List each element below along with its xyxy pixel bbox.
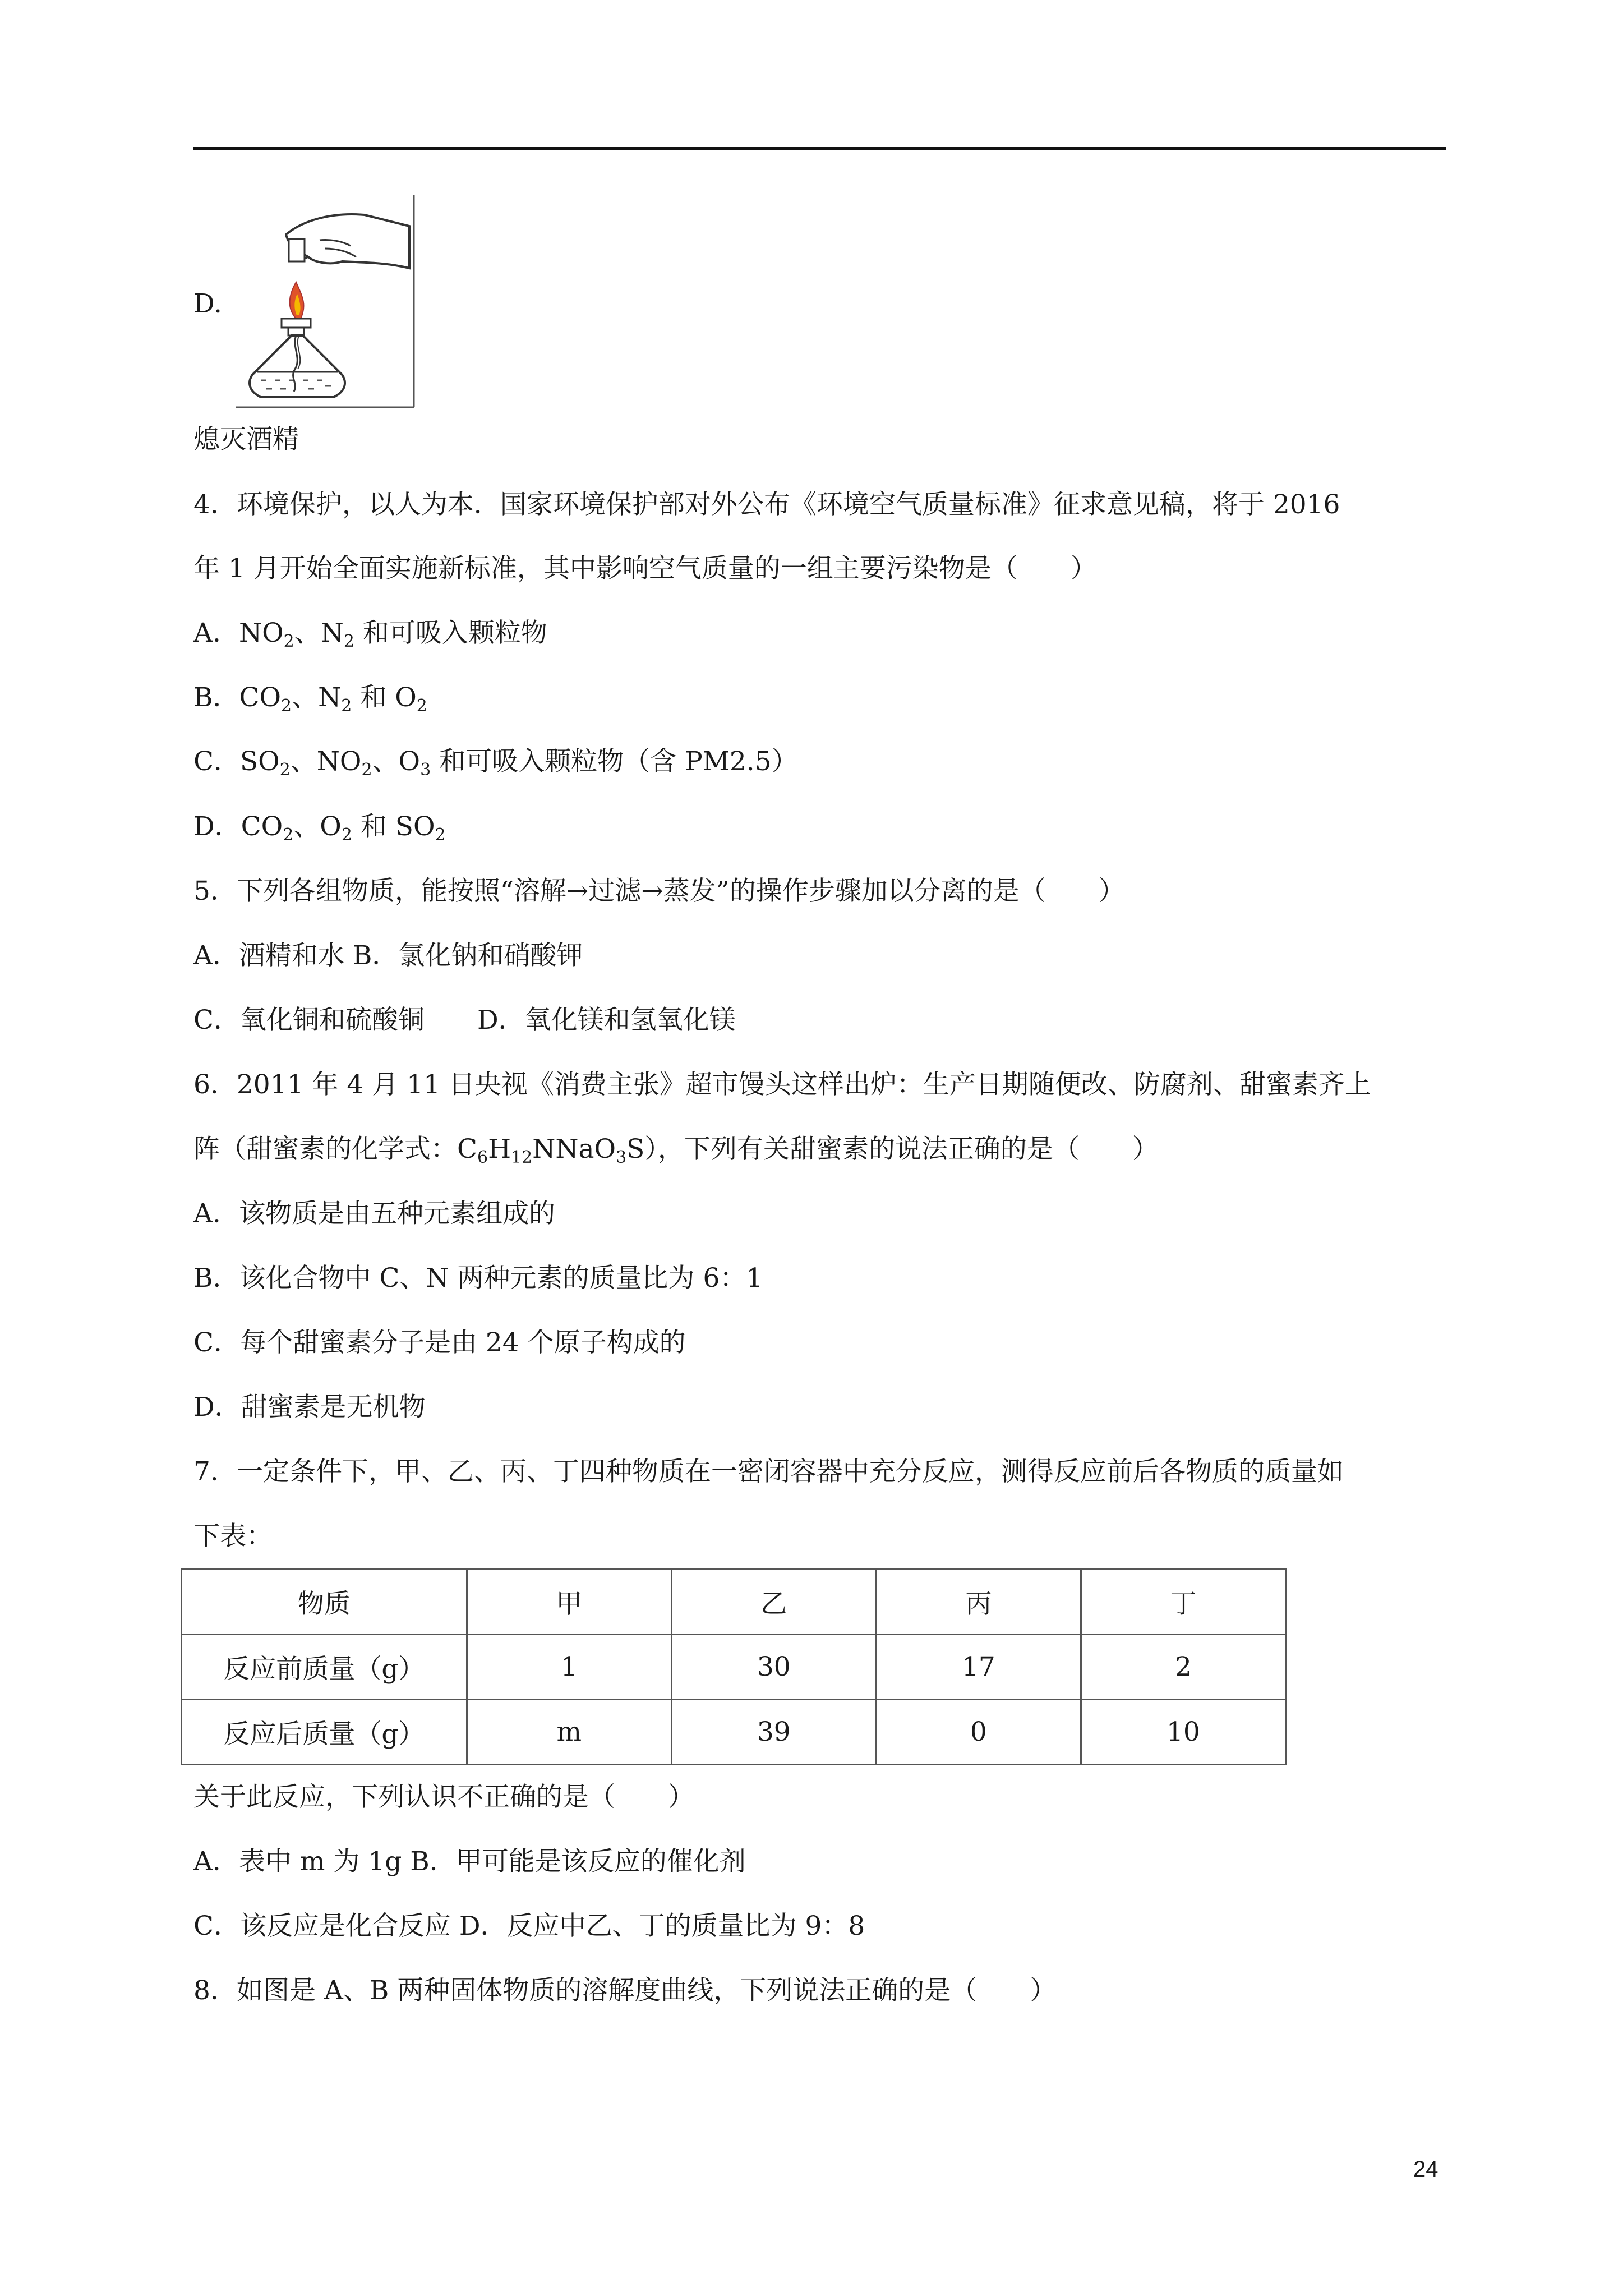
q6-option-a: A．该物质是由五种元素组成的 [193,1198,555,1229]
table-cell: 甲 [467,1570,671,1635]
q4-option-d: D．$CO_2$、$O_2$ 和 $SO_2$ [193,811,446,845]
q6-option-b: B．该化合物中 C、N 两种元素的质量比为 6：1 [193,1263,763,1294]
table-row [182,1700,1286,1765]
q5-stem: 5．下列各组物质，能按照“溶解→过滤→蒸发”的操作步骤加以分离的是（ ） [193,876,1125,907]
table-cell: 丙 [876,1570,1081,1635]
alcohol-lamp-image [236,195,415,408]
table-cell: 0 [876,1700,1081,1765]
q4-stem-line2: 年 1 月开始全面实施新标准，其中影响空气质量的一组主要污染物是（ ） [193,553,1097,584]
q3-option-d-label: D. [193,288,222,319]
header-rule [193,147,1446,150]
table-cell: 乙 [671,1570,876,1635]
q6-stem-line1: 6．2011 年 4 月 11 日央视《消费主张》超市馒头这样出炉：生产日期随便改、防腐剂、甜蜜素齐上 [193,1069,1371,1100]
table-cell: 物质 [182,1570,467,1635]
q4-option-c: C．$SO_2$、$NO_2$、$O_3$ 和可吸入颗粒物（含 PM2.5） [193,746,798,780]
q5-options-line2: C．氧化铜和硫酸铜 D．氧化镁和氢氧化镁 [193,1005,736,1036]
q3-option-d-caption: 熄灭酒精 [193,424,299,455]
q7-mass-table [181,1568,1287,1765]
q4-option-b: B．$CO_2$、$N_2$ 和 $O_2$ [193,682,427,716]
table-cell: m [467,1700,671,1765]
table-row [182,1635,1286,1700]
q7-options-line1: A．表中 m 为 1g B．甲可能是该反应的催化剂 [193,1846,746,1877]
table-cell: 丁 [1081,1570,1285,1635]
table-cell: 反应后质量（g） [182,1700,467,1765]
table-cell: 30 [671,1635,876,1700]
page-number: 24 [1413,2157,1438,2182]
table-cell: 反应前质量（g） [182,1635,467,1700]
q5-options-line1: A．酒精和水 B．氯化钠和硝酸钾 [193,940,583,971]
q8-stem: 8．如图是 A、B 两种固体物质的溶解度曲线，下列说法正确的是（ ） [193,1975,1057,2006]
table-cell: 2 [1081,1635,1285,1700]
table-cell: 10 [1081,1700,1285,1765]
table-cell: 17 [876,1635,1081,1700]
q7-after-table: 关于此反应，下列认识不正确的是（ ） [193,1782,694,1812]
q6-stem-line2: 阵（甜蜜素的化学式：$C_6H_{12}NNaO_3S$），下列有关甜蜜素的说法正确的是（ ） [193,1134,1159,1167]
q7-options-line2: C．该反应是化合反应 D．反应中乙、丁的质量比为 9：8 [193,1911,865,1941]
q6-option-c: C．每个甜蜜素分子是由 24 个原子构成的 [193,1327,686,1358]
q4-option-a: A．$NO_2$、$N_2$ 和可吸入颗粒物 [193,618,547,651]
q6-option-d: D．甜蜜素是无机物 [193,1392,426,1423]
q7-stem-line1: 7．一定条件下，甲、乙、丙、丁四种物质在一密闭容器中充分反应，测得反应前后各物质的质量如 [193,1456,1344,1487]
table-cell: 1 [467,1635,671,1700]
table-header-row [182,1570,1286,1635]
table-cell: 39 [671,1700,876,1765]
q4-stem-line1: 4．环境保护，以人为本．国家环境保护部对外公布《环境空气质量标准》征求意见稿，将于 2016 [193,489,1340,520]
q7-stem-line2: 下表： [193,1521,273,1552]
alcohol-lamp-figure [236,195,415,408]
